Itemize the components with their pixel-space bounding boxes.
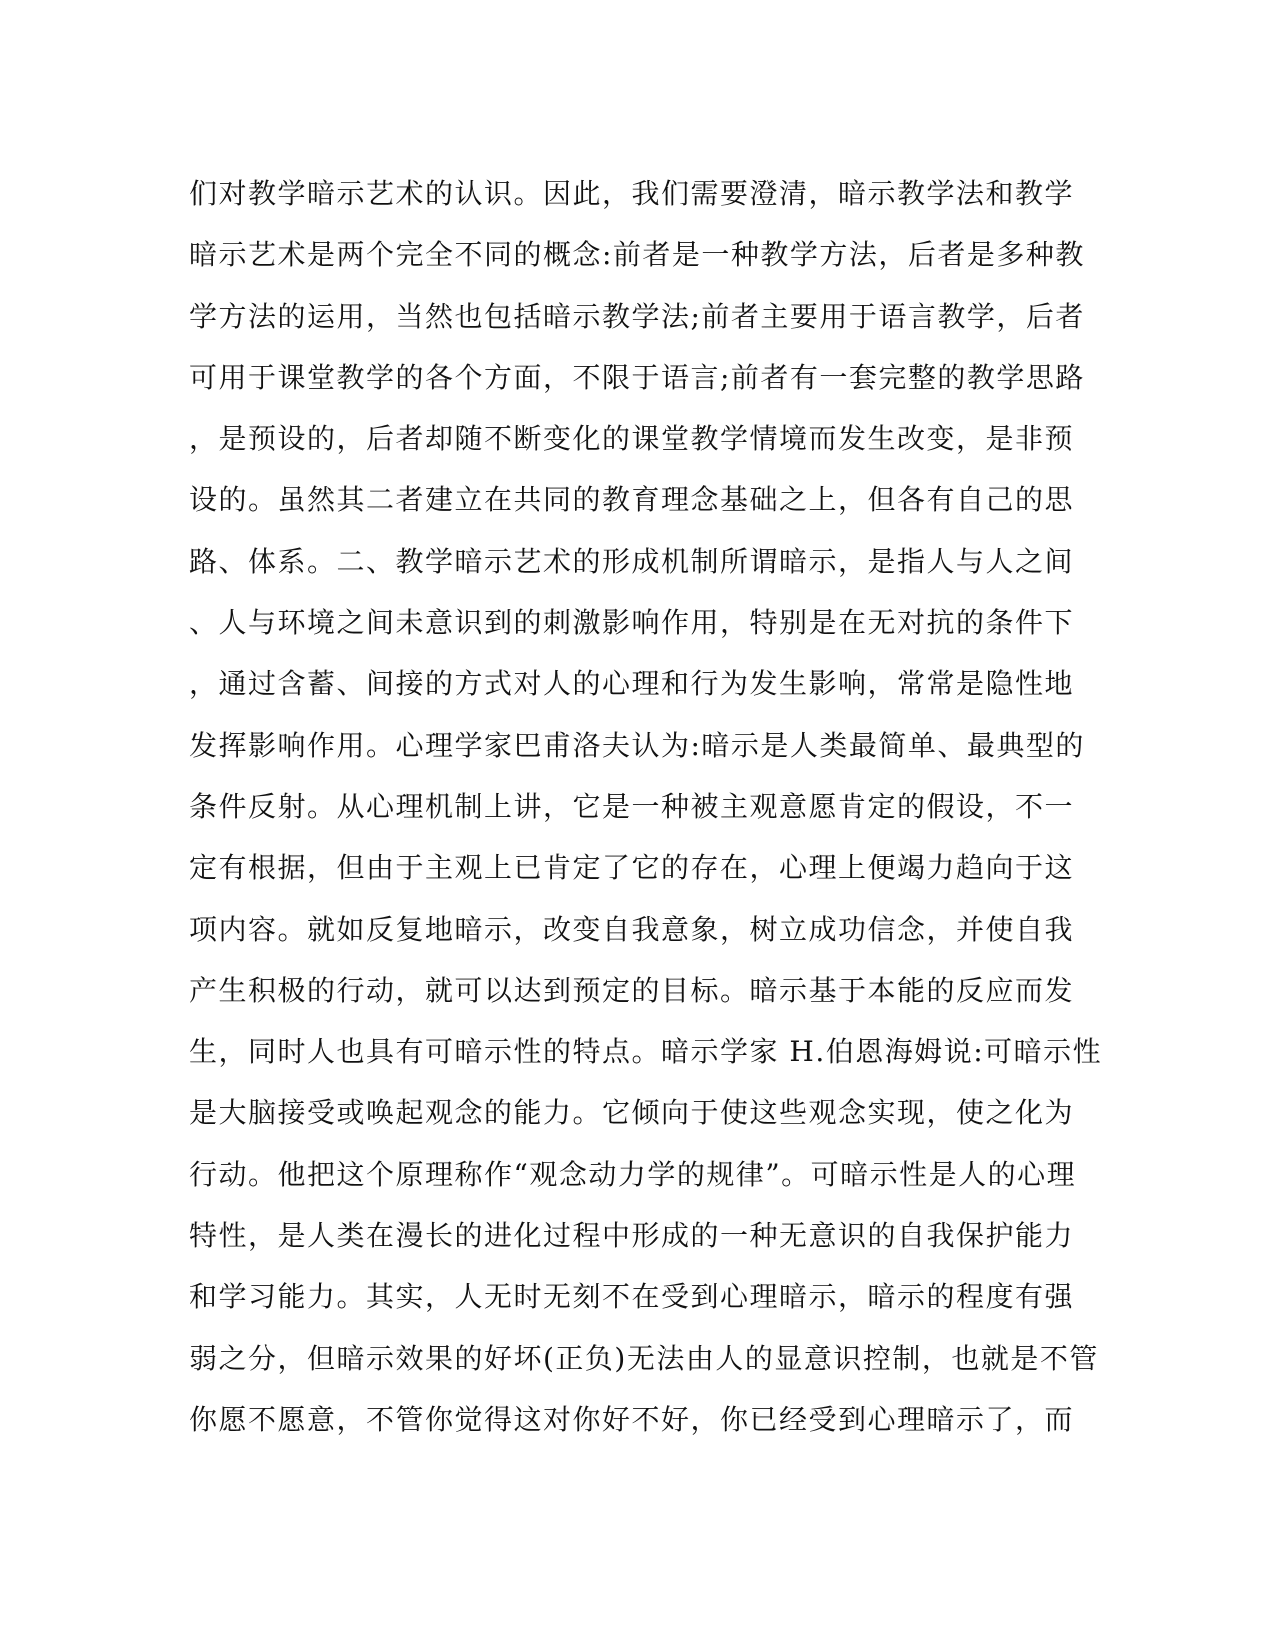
text-line: 你愿不愿意，不管你觉得这对你好不好，你已经受到心理暗示了，而 xyxy=(189,1402,1075,1436)
text-line: 项内容。就如反复地暗示，改变自我意象，树立成功信念，并使自我 xyxy=(189,912,1075,946)
text-line: 产生积极的行动，就可以达到预定的目标。暗示基于本能的反应而发 xyxy=(189,973,1075,1007)
text-line: 特性，是人类在漫长的进化过程中形成的一种无意识的自我保护能力 xyxy=(189,1219,1075,1253)
text-line: ，是预设的，后者却随不断变化的课堂教学情境而发生改变，是非预 xyxy=(189,422,1075,456)
text-line: 发挥影响作用。心理学家巴甫洛夫认为:暗示是人类最简单、最典型的 xyxy=(189,728,1085,762)
text-line: 和学习能力。其实，人无时无刻不在受到心理暗示，暗示的程度有强 xyxy=(189,1280,1075,1314)
text-line: 生，同时人也具有可暗示性的特点。暗示学家 H.伯恩海姆说:可暗示性 xyxy=(189,1035,1103,1069)
text-line: ，通过含蓄、间接的方式对人的心理和行为发生影响，常常是隐性地 xyxy=(189,667,1075,701)
text-line: 行动。他把这个原理称作“观念动力学的规律”。可暗示性是人的心理 xyxy=(189,1157,1077,1191)
text-line: 暗示艺术是两个完全不同的概念:前者是一种教学方法，后者是多种教 xyxy=(189,238,1085,272)
text-line: 设的。虽然其二者建立在共同的教育理念基础之上，但各有自己的思 xyxy=(189,483,1075,517)
text-line: 是大脑接受或唤起观念的能力。它倾向于使这些观念实现，使之化为 xyxy=(189,1096,1075,1130)
text-line: 路、体系。二、教学暗示艺术的形成机制所谓暗示，是指人与人之间 xyxy=(189,544,1075,578)
text-line: 、人与环境之间未意识到的刺激影响作用，特别是在无对抗的条件下 xyxy=(189,606,1075,640)
text-line: 学方法的运用，当然也包括暗示教学法;前者主要用于语言教学，后者 xyxy=(189,299,1085,333)
text-line: 们对教学暗示艺术的认识。因此，我们需要澄清，暗示教学法和教学 xyxy=(189,177,1075,210)
text-line: 条件反射。从心理机制上讲，它是一种被主观意愿肯定的假设，不一 xyxy=(189,789,1075,823)
text-line: 可用于课堂教学的各个方面，不限于语言;前者有一套完整的教学思路 xyxy=(189,360,1085,394)
text-line: 弱之分，但暗示效果的好坏(正负)无法由人的显意识控制，也就是不管 xyxy=(189,1341,1099,1375)
text-line: 定有根据，但由于主观上已肯定了它的存在，心理上便竭力趋向于这 xyxy=(189,851,1075,885)
body-text xyxy=(189,163,1103,1450)
